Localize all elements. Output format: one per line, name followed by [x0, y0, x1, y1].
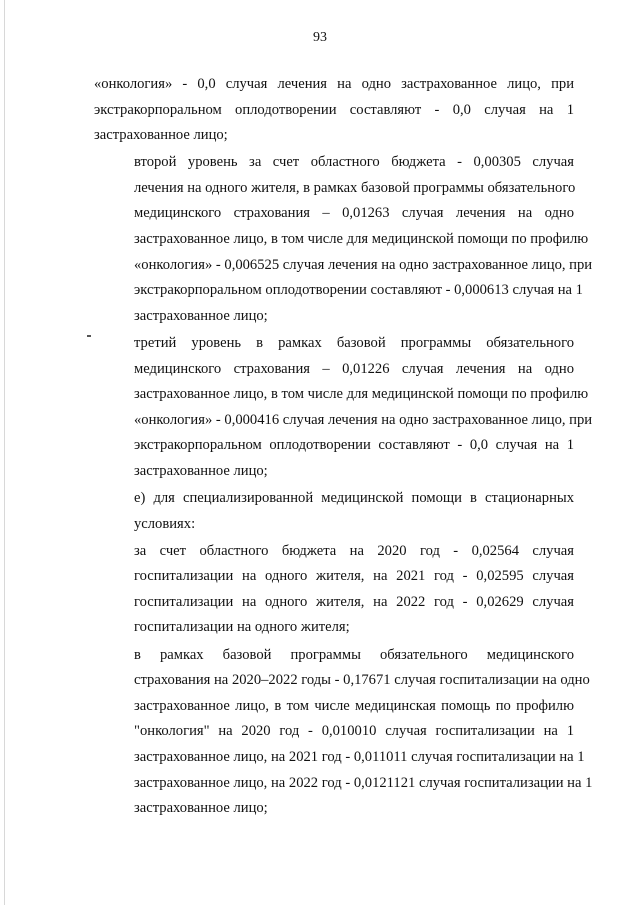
- text-line: экстракорпоральном оплодотворении составляют - 0,000613 случая на 1: [134, 282, 583, 299]
- text-line: застрахованное лицо;: [94, 127, 228, 144]
- text-line: застрахованное лицо;: [134, 462, 268, 479]
- text-line: лечения на одного жителя, в рамках базовой программы обязательного: [134, 179, 576, 196]
- text-line: за счет областного бюджета на 2020 год - 0,02564 случая: [134, 542, 574, 559]
- text-line: застрахованное лицо, на 2022 год - 0,0121121 случая госпитализации на 1: [134, 774, 593, 791]
- page-number: 93: [313, 30, 327, 45]
- text-line: страхования на 2020–2022 годы - 0,17671 случая госпитализации на одно: [134, 672, 590, 689]
- text-line: застрахованное лицо, на 2021 год - 0,011011 случая госпитализации на 1: [134, 748, 585, 765]
- document-body: [94, 72, 593, 823]
- text-line: второй уровень за счет областного бюджета - 0,00305 случая: [134, 154, 574, 171]
- text-line: условиях:: [134, 515, 196, 532]
- text-line: «онкология» - 0,0 случая лечения на одно застрахованное лицо, при: [94, 76, 574, 92]
- paragraph: [94, 150, 593, 329]
- text-line: экстракорпоральном оплодотворении составляют - 0,0 случая на 1: [94, 101, 574, 118]
- text-line: застрахованное лицо, в том числе медицинская помощь по профилю: [134, 697, 574, 714]
- paragraph: [94, 643, 593, 822]
- text-line: госпитализации на одного жителя;: [134, 619, 350, 636]
- text-line: "онкология" на 2020 год - 0,010010 случая госпитализации на 1: [134, 723, 574, 740]
- paragraph: [94, 72, 574, 149]
- text-line: е) для специализированной медицинской помощи в стационарных: [134, 490, 574, 506]
- paragraph: [94, 331, 593, 485]
- paragraph: [94, 486, 574, 537]
- text-line: экстракорпоральном оплодотворении составляют - 0,0 случая на 1: [134, 437, 574, 454]
- text-line: «онкология» - 0,006525 случая лечения на одно застрахованное лицо, при: [134, 256, 593, 273]
- text-line: «онкология» - 0,000416 случая лечения на одно застрахованное лицо, при: [134, 411, 593, 428]
- text-line: застрахованное лицо;: [134, 307, 268, 324]
- text-line: застрахованное лицо;: [134, 800, 268, 817]
- text-line: в рамках базовой программы обязательного медицинского: [134, 646, 574, 663]
- text-line: госпитализации на одного жителя, на 2021 год - 0,02595 случая: [134, 568, 574, 585]
- text-line: застрахованное лицо, в том числе для медицинской помощи по профилю: [134, 386, 589, 403]
- scan-left-edge: [4, 0, 5, 905]
- text-line: застрахованное лицо, в том числе для медицинской помощи по профилю: [134, 231, 589, 248]
- margin-mark: [87, 335, 91, 337]
- text-line: медицинского страхования – 0,01226 случая лечения на одно: [134, 360, 574, 377]
- text-line: медицинского страхования – 0,01263 случая лечения на одно: [134, 205, 574, 222]
- text-line: госпитализации на одного жителя, на 2022 год - 0,02629 случая: [134, 593, 574, 610]
- paragraph: [94, 539, 574, 641]
- text-line: третий уровень в рамках базовой программы обязательного: [134, 334, 574, 351]
